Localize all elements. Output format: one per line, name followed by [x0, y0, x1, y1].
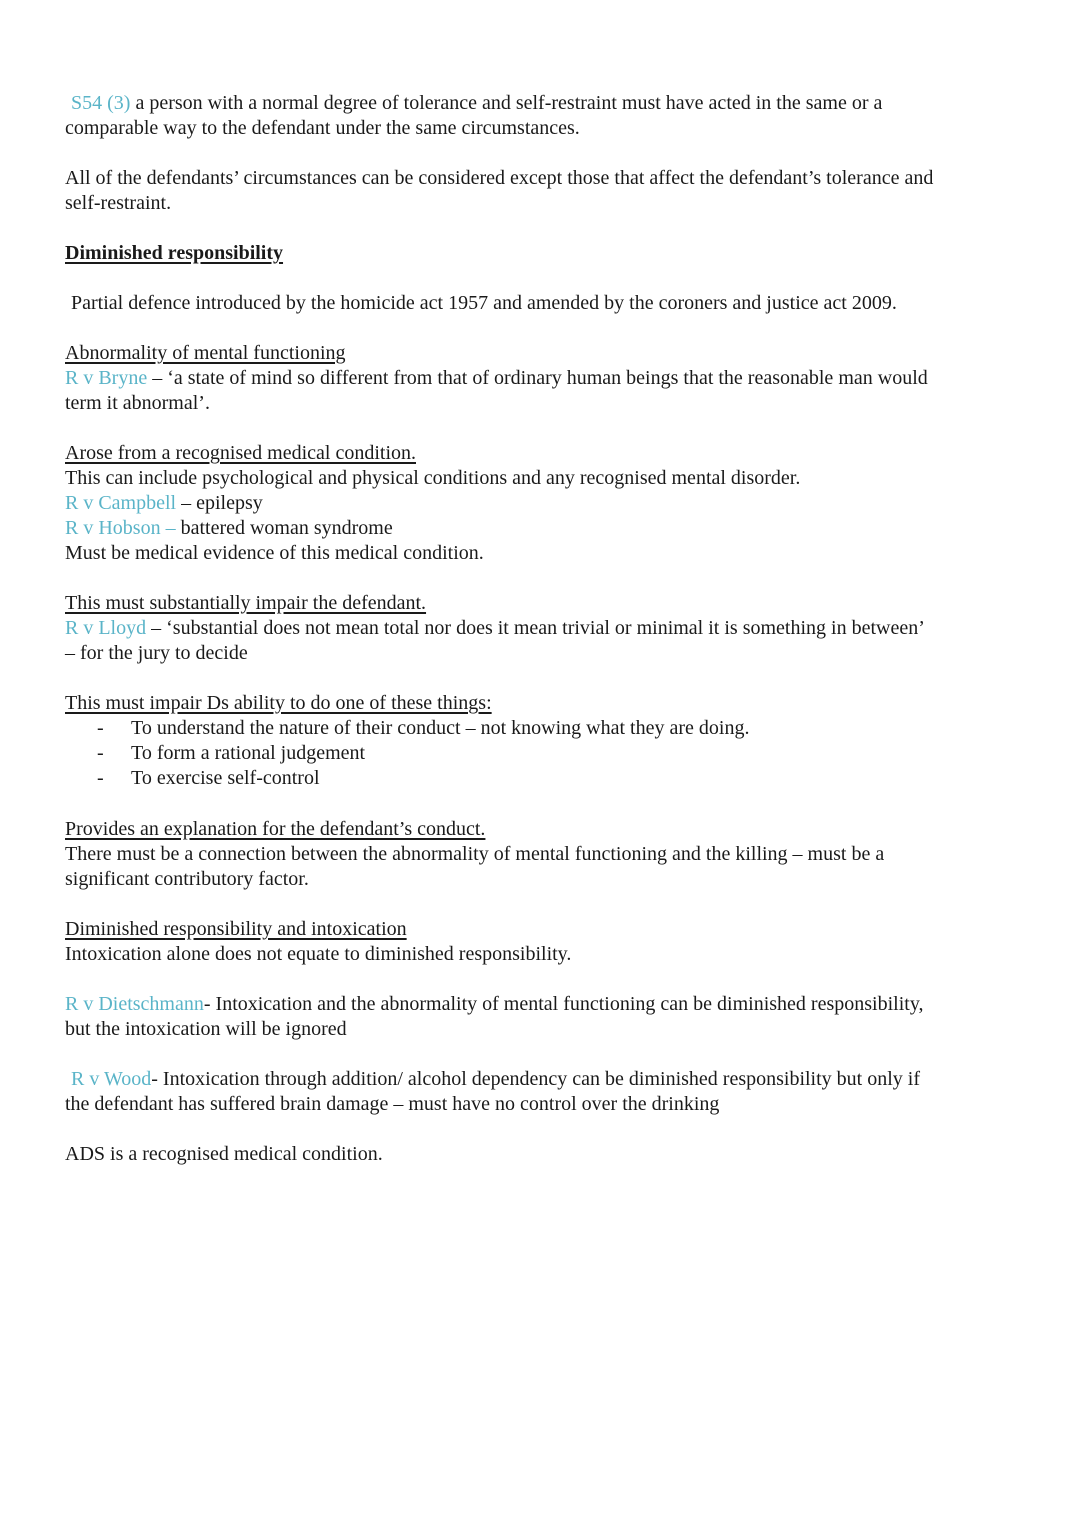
dash-bullet-icon: - [97, 742, 104, 764]
list-item: - To understand the nature of their conduct – not knowing what they are doing. [97, 717, 750, 739]
dash-bullet-icon: - [97, 717, 104, 739]
substantial-impairment-section: This must substantially impair the defendant. R v Lloyd – ‘substantial does not mean total nor does it mean trivial or minimal it is something in between’ – for the jury to decide [65, 591, 1025, 666]
abnormality-heading: Abnormality of mental functioning [65, 342, 346, 364]
wood-citation: R v Wood [71, 1068, 152, 1090]
explanation-heading: Provides an explanation for the defendant’s conduct. [65, 818, 486, 840]
s54-paragraph: S54 (3) a person with a normal degree of tolerance and self-restraint must have acted in the same or a comparable way to the defendant under the same circumstances. [65, 92, 883, 139]
intro-paragraph: Partial defence introduced by the homicide act 1957 and amended by the coroners and justice act 2009. [71, 292, 897, 314]
intoxication-section: Diminished responsibility and intoxication Intoxication alone does not equate to diminished responsibility. [65, 917, 1025, 967]
list-item: - To exercise self-control [97, 767, 320, 789]
lloyd-citation: R v Lloyd [65, 617, 147, 639]
dietschmann-paragraph: R v Dietschmann- Intoxication and the abnormality of mental functioning can be diminished responsibility, but the intoxication will be ignored [65, 993, 924, 1040]
intoxication-heading: Diminished responsibility and intoxication [65, 918, 407, 940]
ability-heading: This must impair Ds ability to do one of these things: [65, 692, 492, 714]
list-item: - To form a rational judgement [97, 742, 366, 764]
medical-heading: Arose from a recognised medical condition. [65, 442, 416, 464]
abnormality-section: Abnormality of mental functioning R v Bryne – ‘a state of mind so different from that of ordinary human beings that the reasonable man would term it abnormal’. [65, 341, 1025, 416]
explanation-section: Provides an explanation for the defendant’s conduct. There must be a connection between the abnormality of mental functioning and the killing – must be a significant contributory factor. [65, 817, 1025, 892]
dietschmann-citation: R v Dietschmann [65, 993, 204, 1015]
section-heading: Diminished responsibility [65, 242, 284, 264]
s54-citation: S54 (3) [71, 92, 131, 114]
dash-bullet-icon: - [97, 767, 104, 789]
campbell-citation: R v Campbell [65, 492, 177, 514]
circumstances-paragraph: All of the defendants’ circumstances can be considered except those that affect the defendant’s tolerance and self-restraint. [65, 167, 934, 214]
wood-paragraph: R v Wood- Intoxication through addition/ alcohol dependency can be diminished responsibility but only if the defendant has suffered brain damage – must have no control over the drinking [65, 1068, 920, 1115]
medical-condition-section: Arose from a recognised medical condition. This can include psychological and physical conditions and any recognised mental disorder. R v Campbell – epilepsy R v Hobson – battered woman syndrome Must be medical evidence of this medical condition. [65, 441, 1025, 566]
hobson-citation: R v Hobson – [65, 517, 181, 539]
bryne-citation: R v Bryne [65, 367, 148, 389]
ability-list [65, 716, 1025, 791]
ads-paragraph: ADS is a recognised medical condition. [65, 1143, 383, 1165]
substantial-heading: This must substantially impair the defendant. [65, 592, 427, 614]
ability-section [65, 691, 1025, 791]
